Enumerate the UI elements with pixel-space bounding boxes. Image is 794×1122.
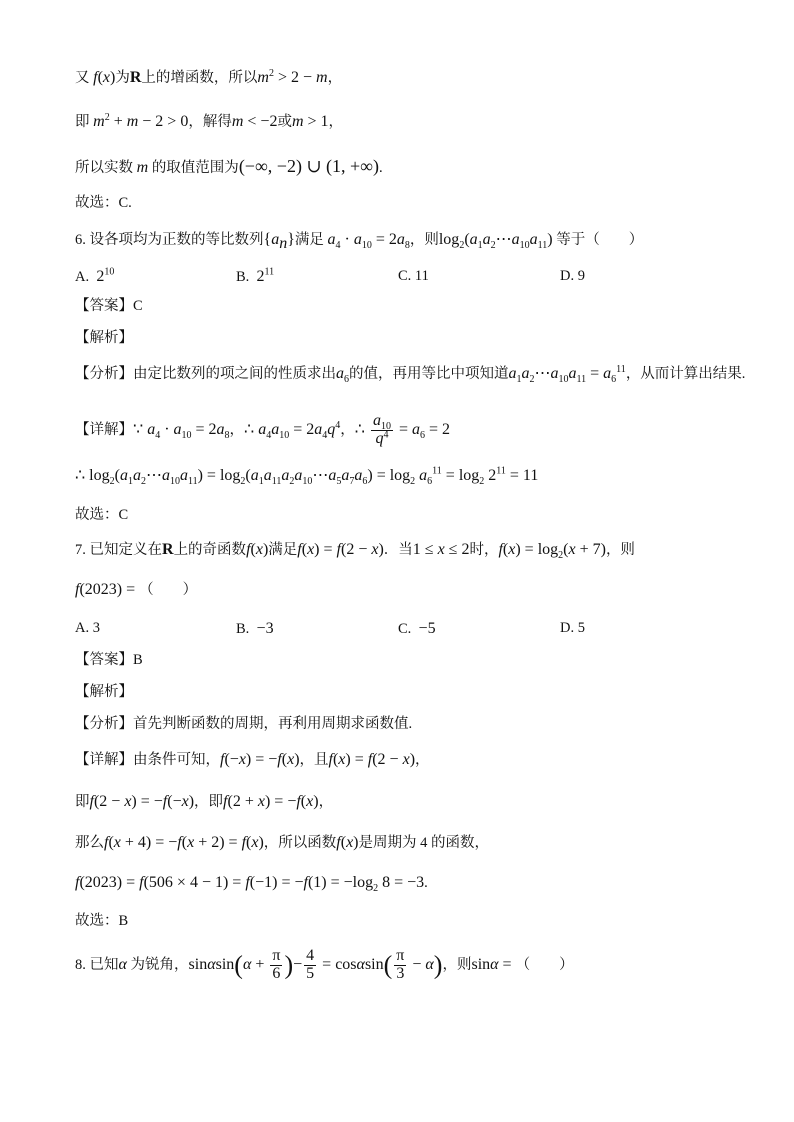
q7-option-d[interactable]: D. 5 [560,620,585,636]
q7-detail-1: 【详解】由条件可知，f(−x) = −f(x)，且f(x) = f(2 − x)， [75,751,430,768]
solution-line-2: 即 $m^2 + m - 2 > 0$，解得m < −2或m > 1， [75,112,344,130]
q6-option-b[interactable]: B. $2^{11}$ [236,266,275,285]
q6-detail-1: 【详解】∵ $a_4 \cdot a_{10} = 2a_8$，∴ $a_4a_{10} = 2a_4q^4$，∴ $\frac{a_{10}}{q^4}$ = $a_6 = 2$ [75,412,451,448]
q6-option-c[interactable]: C. 11 [398,268,429,284]
q6-option-a[interactable]: A. $2^{10}$ [75,266,115,285]
q6-detail-2: ∴ $\log_2(a_1a_2\cdots a_{10}a_{11})$ = $\log_2(a_1a_{11}a_2a_{10}\cdots a_5a_7a_6) = \log_2 a_6^{11} = \log_2 2^{11} = 11$ [75,465,539,488]
solution-line-1: 又 f(x)为R上的增函数，所以$m^2 > 2 - m$， [75,68,343,86]
q6-fenxi: 【分析】由定比数列的项之间的性质求出$a_6$的值，再用等比中项知道$a_1a_2\cdots a_{10}a_{11} = a_6^{11}$，从而计算出结果. [75,364,746,385]
choose-c-2: 故选：C [75,507,129,523]
q6-analysis-heading: 【解析】 [75,330,133,346]
choose-c-1: 故选：C. [75,195,132,211]
q7-fenxi: 【分析】首先判断函数的周期，再利用周期求函数值. [75,716,413,732]
q7-detail-2: 即f(2 − x) = −f(−x)，即f(2 + x) = −f(x)， [75,793,334,810]
q7-detail-3: 那么f(x + 4) = −f(x + 2) = f(x)，所以函数f(x)是周期为 4 的函数， [75,834,489,851]
q7-answer: 【答案】B [75,652,143,668]
question-8: 8. 已知α 为锐角，sinαsin(α + $\frac{\pi}{6}$ )− $\frac{4}{5}$ = cosαsin( $\frac{\pi}{3}$ − α)，则sinα = （ ） [75,947,574,983]
q7-option-a[interactable]: A. 3 [75,620,100,636]
q7-detail-4: $f(2023) = f(506 \times 4 - 1) = f(-1) = -f(1) = -\log_2$ 8 = −3. [75,874,428,894]
q6-answer: 【答案】C [75,298,143,314]
choose-b: 故选：B [75,913,129,929]
question-7-cont: f(2023) = （ ） [75,581,198,598]
question-7: 7. 已知定义在R上的奇函数f(x)满足f(x) = f(2 − x)．当1 ≤ x ≤ 2时，$f(x) = \log_2(x + 7)$，则 [75,541,635,561]
q7-option-b[interactable]: B. −3 [236,620,274,637]
q7-option-c[interactable]: C. −5 [398,620,436,637]
q7-analysis-heading: 【解析】 [75,684,133,700]
solution-line-3: 所以实数 m 的取值范围为(−∞, −2) ∪ (1, +∞). [75,156,383,176]
q6-option-d[interactable]: D. 9 [560,268,585,284]
question-6: 6. 设各项均为正数的等比数列$\{a_n\}$满足 $a_4 \cdot a_{10} = 2a_8$，则$\log_2(a_1a_2\cdots a_{10}a_{11})$ 等于（ ） [75,231,644,252]
